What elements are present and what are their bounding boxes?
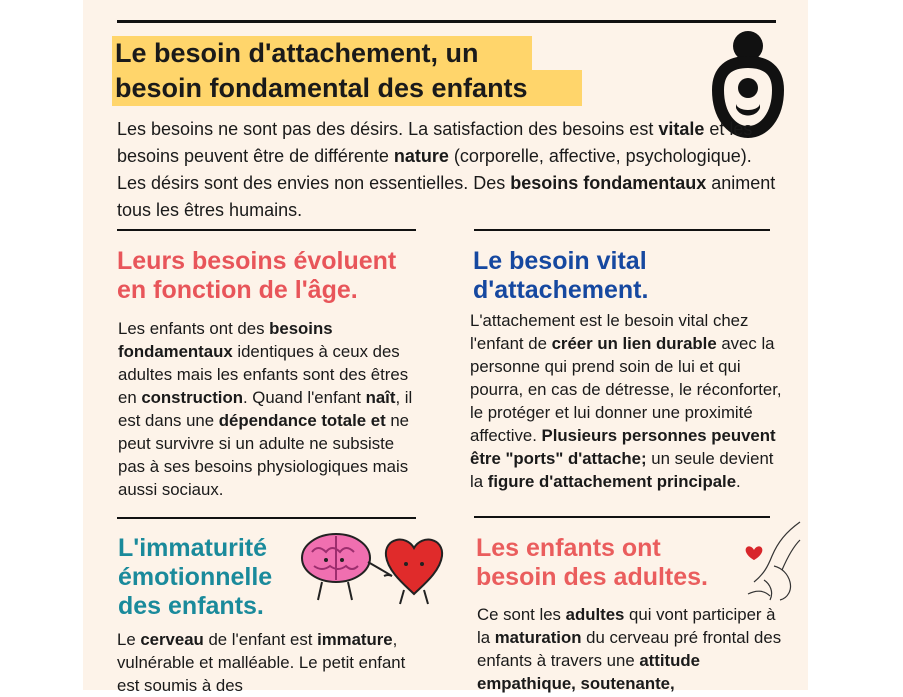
adults-bold-2: maturation (494, 628, 582, 647)
divider-left-2 (117, 517, 416, 519)
title-line-1: Le besoin d'attachement, un (115, 38, 479, 68)
intro-bold-2: nature (393, 146, 449, 166)
immaturity-bold-1: cerveau (140, 630, 204, 649)
adults-text-2: qui vont participer à la (477, 605, 776, 647)
section-age-title (117, 247, 396, 305)
vital-text-2: avec la personne qui prend soin de lui et qui pourra, en cas de détresse, le réconforter, le protéger et lui donner une proximité affective. (470, 334, 782, 445)
immaturity-text-2: de l'enfant est (203, 630, 318, 649)
age-text-3: . Quand l'enfant (242, 388, 366, 407)
holding-hands-icon (734, 520, 804, 610)
adults-text-1: Ce sont les (477, 605, 566, 624)
adults-title-line-2: besoin des adultes. (476, 563, 709, 591)
vital-text-4: . (736, 472, 741, 491)
brain-heart-icon (296, 528, 446, 608)
age-bold-2: construction (141, 388, 243, 407)
section-immaturity-text (117, 628, 417, 697)
intro-text-2: et les besoins peuvent être de différente (117, 119, 753, 166)
intro-bold-3: besoins fondamentaux (510, 173, 707, 193)
adults-bold-3: attitude empathique, soutenante, (477, 651, 700, 693)
section-age-title-line-2: en fonction de l'âge. (117, 276, 358, 304)
vital-bold-2: Plusieurs personnes peuvent être "ports" d'attache; (470, 426, 776, 468)
section-age-text (118, 317, 423, 501)
section-immaturity-title (118, 534, 272, 621)
immaturity-title-line-2: émotionnelle (118, 563, 273, 591)
immaturity-title-line-3: des enfants. (118, 592, 264, 620)
vital-bold-3: figure d'attachement principale (487, 472, 737, 491)
vital-bold-1: créer un lien durable (551, 334, 717, 353)
age-bold-3: naît (365, 388, 396, 407)
age-bold-4: dépendance totale et (218, 411, 386, 430)
age-text-1: Les enfants ont des (118, 319, 270, 338)
top-divider (117, 20, 776, 23)
age-text-4: , il est dans une (118, 388, 413, 430)
age-text-5: ne peut survivre si un adulte ne subsiste pas à ses besoins physiologiques mais aussi sociaux. (118, 411, 410, 499)
vital-text-3: un seule devient la (470, 449, 774, 491)
adults-bold-1: adultes (565, 605, 625, 624)
age-bold-1: besoins fondamentaux (118, 319, 333, 361)
title-line-2: besoin fondamental des enfants (115, 73, 528, 103)
page-title (115, 36, 528, 106)
intro-text-4: animent tous les êtres humains. (117, 173, 776, 220)
intro-bold-1: vitale (658, 119, 705, 139)
age-text-2: identiques à ceux des adultes mais les enfants sont des êtres en (118, 342, 409, 407)
vital-text-1: L'attachement est le besoin vital chez l'enfant de (470, 311, 749, 353)
section-vital-title (473, 247, 648, 305)
intro-text-1: Les besoins ne sont pas des désirs. La satisfaction des besoins est (117, 119, 659, 139)
section-adults-title (476, 534, 708, 592)
intro-paragraph (117, 116, 777, 224)
adults-text-3: du cerveau pré frontal des enfants à travers une (477, 628, 782, 670)
section-vital-title-line-2: d'attachement. (473, 276, 649, 304)
immaturity-bold-2: immature (317, 630, 393, 649)
immaturity-text-1: Le (117, 630, 141, 649)
section-adults-text (477, 603, 782, 695)
section-age-title-line-1: Leurs besoins évoluent (117, 247, 397, 275)
immaturity-text-3: , vulnérable et malléable. Le petit enfant est soumis à des (117, 630, 406, 695)
divider-right-2 (474, 516, 770, 518)
immaturity-title-line-1: L'immaturité (118, 534, 268, 562)
divider-left-1 (117, 229, 416, 231)
section-vital-title-line-1: Le besoin vital (473, 247, 647, 275)
section-vital-text (470, 309, 788, 493)
intro-text-3: (corporelle, affective, psychologique). Les désirs sont des envies non essentielles. Des (117, 146, 752, 193)
divider-right-1 (474, 229, 770, 231)
adults-title-line-1: Les enfants ont (476, 534, 661, 562)
